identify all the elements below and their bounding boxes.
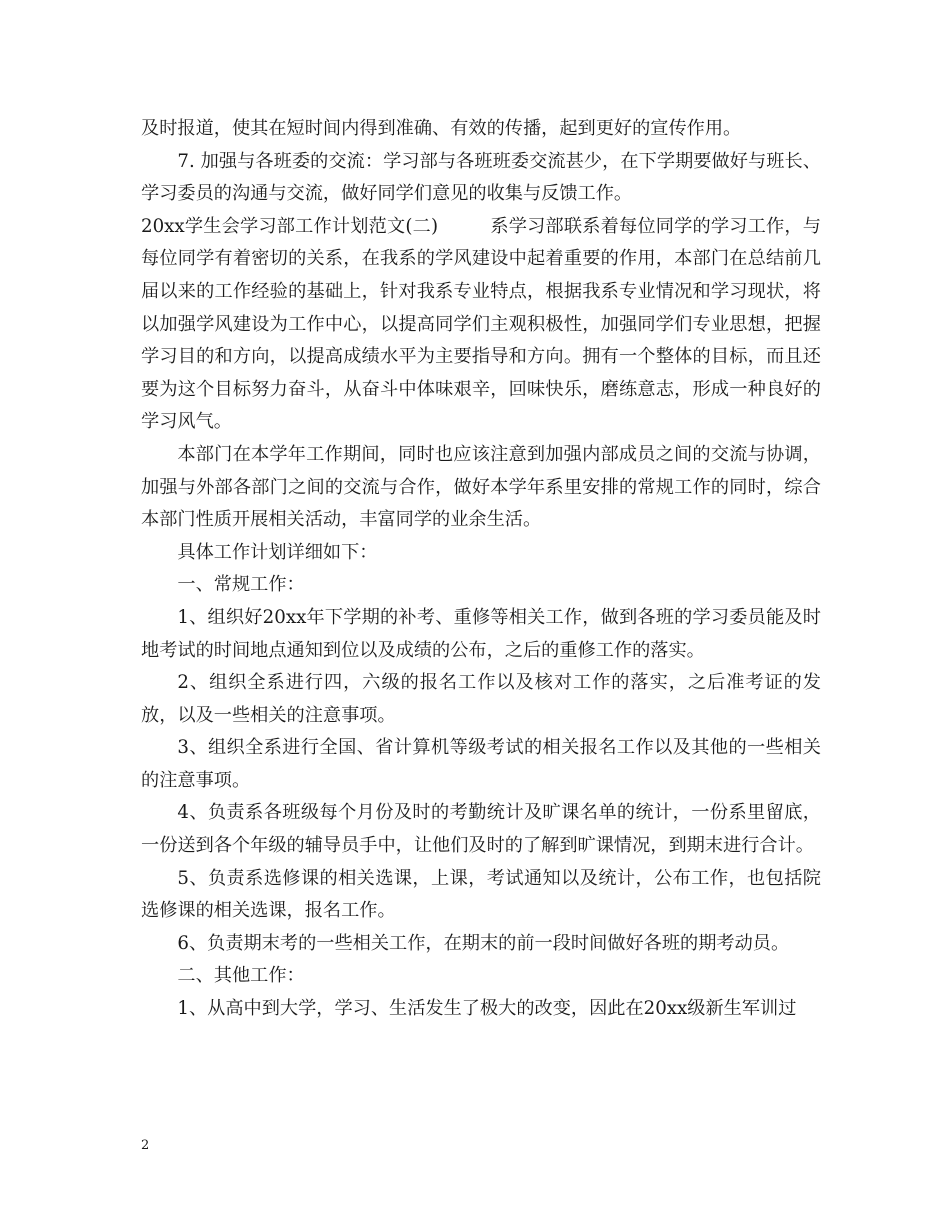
paragraph-13: 二、其他工作： [177,965,305,987]
paragraph-8: 2、组织全系进行四，六级的报名工作以及核对工作的落实，之后准考证的发放，以及一些相关的注意事项。 [141,672,821,726]
page-number: 2 [141,1138,150,1153]
paragraph-7: 1、组织好20xx年下学期的补考、重修等相关工作，做到各班的学习委员能及时地考试的时间地点通知到位以及成绩的公布，之后的重修工作的落实。 [141,606,821,661]
section-title: 20xx学生会学习部工作计划范文(二) [141,215,439,237]
section-intro-text: 系学习部联系着每位同学的学习工作，与每位同学有着密切的关系，在我系的学风建设中起着重要的作用，本部门在总结前几届以来的工作经验的基础上，针对我系专业特点，根据我系专业情况和学习现状，将以加强学风建设为工作中心，以提高同学们主观积极性，加强同学们专业思想，把握学习目的和方向，以提高成绩水平为主要指导和方向。拥有一个整体的目标，而且还要为这个目标努力奋斗，从奋斗中体味艰辛，回味快乐，磨练意志，形成一种良好的学习风气。 [141,215,821,433]
paragraph-1: 及时报道，使其在短时间内得到准确、有效的传播，起到更好的宣传作用。 [141,118,742,139]
paragraph-2: 7. 加强与各班委的交流：学习部与各班班委交流甚少，在下学期要做好与班长、学习委员的沟通与交流，做好同学们意见的收集与反馈工作。 [141,150,821,205]
paragraph-5: 具体工作计划详细如下： [177,541,378,563]
document-body [141,113,821,1026]
section-paragraph [141,211,821,439]
paragraph-14: 1、从高中到大学，学习、生活发生了极大的改变，因此在20xx级新生军训过 [177,998,797,1020]
paragraph-9: 3、组织全系进行全国、省计算机等级考试的相关报名工作以及其他的一些相关的注意事项。 [141,737,821,791]
paragraph-6: 一、常规工作： [177,574,305,596]
paragraph-4: 本部门在本学年工作期间，同时也应该注意到加强内部成员之间的交流与协调，加强与外部各部门之间的交流与合作，做好本学年系里安排的常规工作的同时，综合本部门性质开展相关活动，丰富同学的业余生活。 [141,443,821,531]
paragraph-10: 4、负责系各班级每个月份及时的考勤统计及旷课名单的统计，一份系里留底，一份送到各个年级的辅导员手中，让他们及时的了解到旷课情况，到期末进行合计。 [141,802,821,857]
paragraph-11: 5、负责系选修课的相关选课，上课，考试通知以及统计，公布工作，也包括院选修课的相关选课，报名工作。 [141,867,821,922]
paragraph-12: 6、负责期末考的一些相关工作，在期末的前一段时间做好各班的期考动员。 [177,932,790,954]
